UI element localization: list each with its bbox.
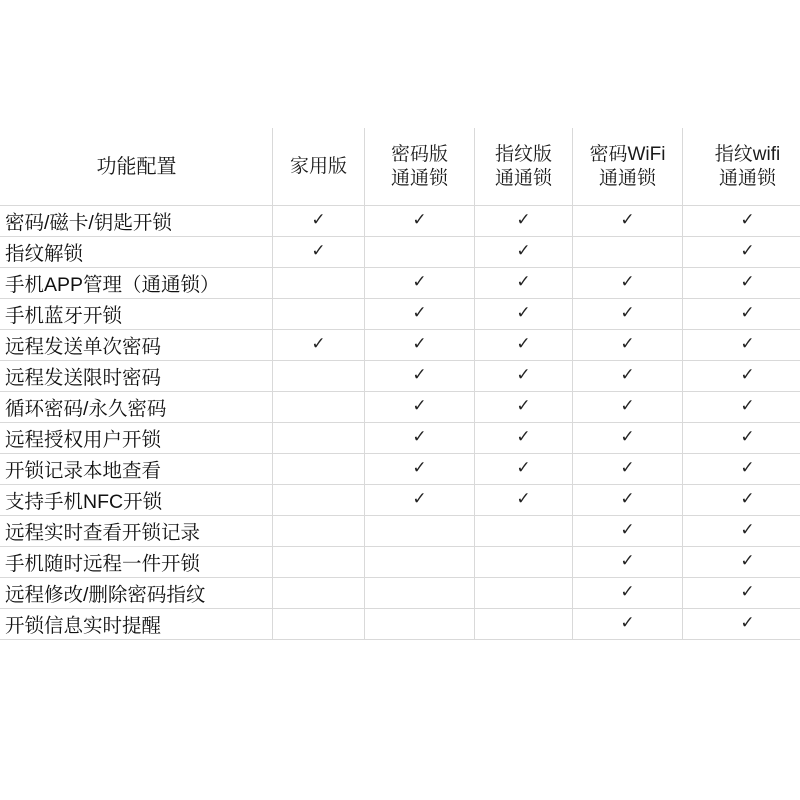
table-cell <box>273 578 365 609</box>
check-icon: ✓ <box>516 303 531 323</box>
table-cell <box>273 237 365 268</box>
table-cell <box>273 392 365 423</box>
table-cell <box>365 578 475 609</box>
column-header-2-line-1: 通通锁 <box>494 168 552 189</box>
table-row <box>1 392 800 423</box>
check-icon: ✓ <box>516 241 531 261</box>
check-icon: ✓ <box>412 210 427 230</box>
empty-cell <box>523 566 524 567</box>
table-cell <box>573 268 683 299</box>
empty-cell <box>318 535 319 536</box>
check-icon: ✓ <box>620 334 635 354</box>
check-icon: ✓ <box>516 458 531 478</box>
table-row <box>1 206 800 237</box>
column-header-0-line-0: 家用版 <box>289 156 347 178</box>
row-label: 密码/磁卡/钥匙开锁 <box>1 206 273 237</box>
check-icon: ✓ <box>740 210 755 230</box>
empty-cell <box>318 566 319 567</box>
row-label: 指纹解锁 <box>1 237 273 268</box>
check-icon: ✓ <box>516 365 531 385</box>
table-cell <box>365 206 475 237</box>
check-icon: ✓ <box>620 272 635 292</box>
check-icon: ✓ <box>740 334 755 354</box>
table-cell <box>573 516 683 547</box>
table-cell <box>475 485 573 516</box>
empty-cell <box>419 628 420 629</box>
column-header-2-line-0: 指纹版 <box>494 144 552 166</box>
table-cell <box>573 392 683 423</box>
check-icon: ✓ <box>412 396 427 416</box>
check-icon: ✓ <box>516 210 531 230</box>
table-cell <box>683 330 800 361</box>
column-header-3-line-0: 密码WiFi <box>589 144 666 166</box>
check-icon: ✓ <box>412 458 427 478</box>
table-cell <box>273 547 365 578</box>
check-icon: ✓ <box>740 458 755 478</box>
check-icon: ✓ <box>412 365 427 385</box>
table-cell <box>273 206 365 237</box>
table-cell <box>273 361 365 392</box>
table-cell <box>683 423 800 454</box>
table-cell <box>573 485 683 516</box>
row-label: 远程实时查看开锁记录 <box>1 516 273 547</box>
check-icon: ✓ <box>620 520 635 540</box>
check-icon: ✓ <box>740 272 755 292</box>
check-icon: ✓ <box>620 613 635 633</box>
table-cell <box>475 454 573 485</box>
check-icon: ✓ <box>740 303 755 323</box>
table-cell <box>365 237 475 268</box>
table-cell <box>683 485 800 516</box>
row-label: 远程发送单次密码 <box>1 330 273 361</box>
column-header-2 <box>475 129 573 206</box>
table-header-row <box>1 129 800 206</box>
table-cell <box>573 206 683 237</box>
feature-comparison-table <box>0 128 800 640</box>
table-cell <box>365 361 475 392</box>
check-icon: ✓ <box>740 551 755 571</box>
table-cell <box>365 268 475 299</box>
check-icon: ✓ <box>740 365 755 385</box>
check-icon: ✓ <box>516 427 531 447</box>
feature-comparison-table-wrapper <box>0 128 800 640</box>
table-cell <box>573 237 683 268</box>
row-label: 手机APP管理（通通锁） <box>1 268 273 299</box>
check-icon: ✓ <box>620 365 635 385</box>
check-icon: ✓ <box>620 427 635 447</box>
row-label: 开锁信息实时提醒 <box>1 609 273 640</box>
empty-cell <box>419 566 420 567</box>
table-cell <box>573 299 683 330</box>
column-header-4 <box>683 129 800 206</box>
table-cell <box>683 516 800 547</box>
column-header-3 <box>573 129 683 206</box>
check-icon: ✓ <box>412 303 427 323</box>
table-cell <box>365 547 475 578</box>
check-icon: ✓ <box>412 272 427 292</box>
table-cell <box>273 485 365 516</box>
empty-cell <box>318 504 319 505</box>
table-cell <box>273 268 365 299</box>
table-cell <box>573 578 683 609</box>
table-cell <box>365 516 475 547</box>
table-cell <box>573 609 683 640</box>
table-row <box>1 547 800 578</box>
table-body <box>1 206 800 640</box>
empty-cell <box>318 318 319 319</box>
table-cell <box>683 237 800 268</box>
check-icon: ✓ <box>516 272 531 292</box>
table-cell <box>475 299 573 330</box>
check-icon: ✓ <box>740 582 755 602</box>
empty-cell <box>523 628 524 629</box>
table-cell <box>683 578 800 609</box>
empty-cell <box>419 256 420 257</box>
empty-cell <box>419 597 420 598</box>
table-cell <box>475 330 573 361</box>
table-cell <box>273 330 365 361</box>
table-cell <box>683 206 800 237</box>
table-row <box>1 299 800 330</box>
empty-cell <box>627 256 628 257</box>
table-cell <box>573 361 683 392</box>
table-cell <box>475 361 573 392</box>
table-row <box>1 330 800 361</box>
table-header <box>1 129 800 206</box>
check-icon: ✓ <box>516 489 531 509</box>
table-cell <box>365 392 475 423</box>
table-row <box>1 454 800 485</box>
table-cell <box>273 516 365 547</box>
column-header-4-line-1: 通通锁 <box>718 168 776 189</box>
table-cell <box>365 485 475 516</box>
table-cell <box>683 609 800 640</box>
check-icon: ✓ <box>311 241 326 261</box>
empty-cell <box>318 380 319 381</box>
column-header-1-line-1: 通通锁 <box>390 168 448 189</box>
row-label: 支持手机NFC开锁 <box>1 485 273 516</box>
row-label: 开锁记录本地查看 <box>1 454 273 485</box>
table-cell <box>365 454 475 485</box>
table-row <box>1 423 800 454</box>
check-icon: ✓ <box>740 427 755 447</box>
table-cell <box>683 547 800 578</box>
table-cell <box>273 609 365 640</box>
check-icon: ✓ <box>620 489 635 509</box>
column-header-3-line-1: 通通锁 <box>598 168 656 189</box>
table-cell <box>573 330 683 361</box>
empty-cell <box>318 473 319 474</box>
table-corner-label: 功能配置 <box>1 129 273 206</box>
table-cell <box>475 547 573 578</box>
check-icon: ✓ <box>412 334 427 354</box>
column-header-4-line-0: 指纹wifi <box>714 144 781 166</box>
empty-cell <box>318 442 319 443</box>
check-icon: ✓ <box>516 334 531 354</box>
table-row <box>1 268 800 299</box>
table-cell <box>475 423 573 454</box>
table-cell <box>475 268 573 299</box>
table-cell <box>365 330 475 361</box>
table-row <box>1 237 800 268</box>
table-row <box>1 516 800 547</box>
table-cell <box>365 423 475 454</box>
check-icon: ✓ <box>516 396 531 416</box>
empty-cell <box>318 287 319 288</box>
check-icon: ✓ <box>412 489 427 509</box>
empty-cell <box>318 597 319 598</box>
row-label: 远程授权用户开锁 <box>1 423 273 454</box>
check-icon: ✓ <box>311 334 326 354</box>
table-cell <box>273 454 365 485</box>
table-cell <box>573 454 683 485</box>
check-icon: ✓ <box>412 427 427 447</box>
table-cell <box>683 268 800 299</box>
column-header-0 <box>273 129 365 206</box>
row-label: 手机蓝牙开锁 <box>1 299 273 330</box>
check-icon: ✓ <box>620 551 635 571</box>
table-cell <box>475 237 573 268</box>
empty-cell <box>523 535 524 536</box>
check-icon: ✓ <box>740 613 755 633</box>
table-cell <box>683 299 800 330</box>
check-icon: ✓ <box>740 520 755 540</box>
table-cell <box>475 516 573 547</box>
table-cell <box>365 609 475 640</box>
check-icon: ✓ <box>740 396 755 416</box>
check-icon: ✓ <box>620 396 635 416</box>
table-row <box>1 485 800 516</box>
check-icon: ✓ <box>740 489 755 509</box>
check-icon: ✓ <box>620 303 635 323</box>
check-icon: ✓ <box>620 458 635 478</box>
check-icon: ✓ <box>620 582 635 602</box>
table-row <box>1 361 800 392</box>
table-cell <box>273 299 365 330</box>
table-row <box>1 578 800 609</box>
table-cell <box>273 423 365 454</box>
table-cell <box>683 392 800 423</box>
empty-cell <box>419 535 420 536</box>
column-header-1-line-0: 密码版 <box>390 144 448 166</box>
table-cell <box>365 299 475 330</box>
empty-cell <box>523 597 524 598</box>
table-cell <box>573 547 683 578</box>
table-cell <box>573 423 683 454</box>
check-icon: ✓ <box>740 241 755 261</box>
empty-cell <box>318 411 319 412</box>
check-icon: ✓ <box>620 210 635 230</box>
table-cell <box>475 609 573 640</box>
table-cell <box>683 454 800 485</box>
empty-cell <box>318 628 319 629</box>
table-cell <box>475 578 573 609</box>
table-cell <box>475 392 573 423</box>
table-cell <box>683 361 800 392</box>
table-row <box>1 609 800 640</box>
row-label: 循环密码/永久密码 <box>1 392 273 423</box>
check-icon: ✓ <box>311 210 326 230</box>
row-label: 远程修改/删除密码指纹 <box>1 578 273 609</box>
row-label: 手机随时远程一件开锁 <box>1 547 273 578</box>
table-cell <box>475 206 573 237</box>
row-label: 远程发送限时密码 <box>1 361 273 392</box>
column-header-1 <box>365 129 475 206</box>
